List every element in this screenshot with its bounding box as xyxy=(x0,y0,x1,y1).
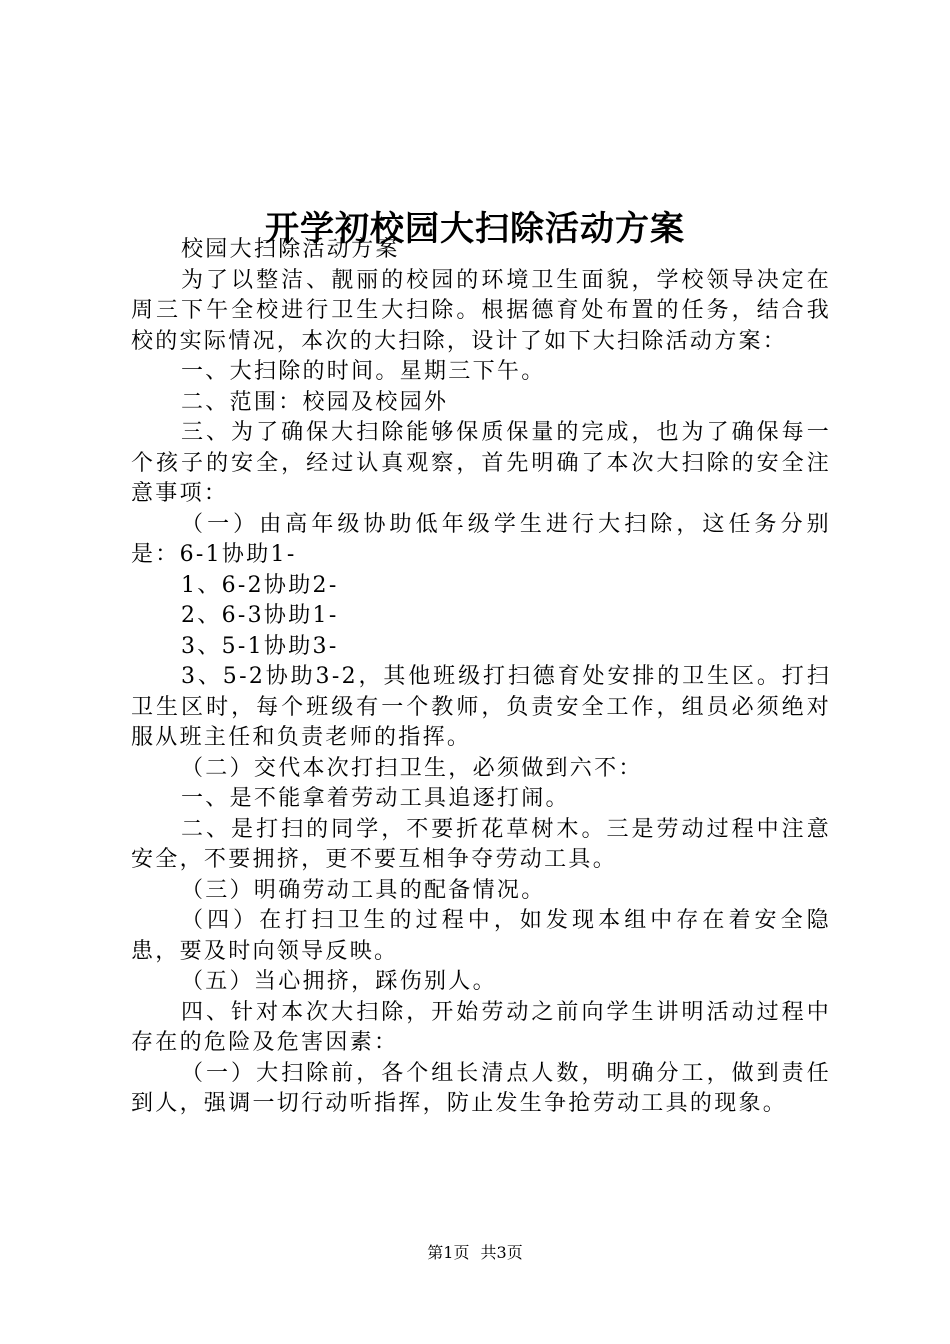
page-number: 第1页 xyxy=(427,1243,470,1262)
document-body xyxy=(131,235,831,1120)
paragraph: 3、5-1协助3- xyxy=(181,633,339,659)
paragraph: 为了以整洁、靓丽的校园的环境卫生面貌，学校领导决定在周三下午全校进行卫生大扫除。根据德育处布置的任务，结合我校的实际情况，本次的大扫除，设计了如下大扫除活动方案： xyxy=(131,267,831,354)
paragraph: 一、大扫除的时间。星期三下午。 xyxy=(181,359,546,384)
paragraph: 三、为了确保大扫除能够保质保量的完成，也为了确保每一个孩子的安全，经过认真观察，首先明确了本次大扫除的安全注意事项： xyxy=(131,420,831,506)
paragraph: （五）当心拥挤，踩伤别人。 xyxy=(181,969,497,994)
page-total: 共3页 xyxy=(480,1243,523,1262)
document-title: 开学初校园大扫除活动方案 xyxy=(265,208,685,249)
paragraph: （二）交代本次打扫卫生，必须做到六不： xyxy=(181,755,643,781)
page-footer xyxy=(0,1242,950,1264)
paragraph: 校园大扫除活动方案 xyxy=(181,237,400,262)
paragraph: （四）在打扫卫生的过程中，如发现本组中存在着安全隐患，要及时向领导反映。 xyxy=(131,908,831,964)
paragraph: （一）大扫除前，各个组长清点人数，明确分工，做到责任到人，强调一切行动听指挥，防止发生争抢劳动工具的现象。 xyxy=(131,1060,831,1116)
paragraph: 一、是不能拿着劳动工具追逐打闹。 xyxy=(181,786,570,811)
paragraph: 3、5-2协助3-2，其他班级打扫德育处安排的卫生区。打扫卫生区时，每个班级有一个教师，负责安全工作，组员必须绝对服从班主任和负责老师的指挥。 xyxy=(131,664,831,750)
paragraph: 2、6-3协助1- xyxy=(181,603,339,628)
paragraph: 二、是打扫的同学，不要折花草树木。三是劳动过程中注意安全，不要拥挤，更不要互相争夺劳动工具。 xyxy=(131,816,831,872)
paragraph: 四、针对本次大扫除，开始劳动之前向学生讲明活动过程中存在的危险及危害因素： xyxy=(131,999,831,1055)
paragraph: （三）明确劳动工具的配备情况。 xyxy=(181,877,546,903)
paragraph: 1、6-2协助2- xyxy=(181,572,339,598)
paragraph: 二、范围：校园及校园外 xyxy=(181,389,449,415)
paragraph: （一）由高年级协助低年级学生进行大扫除，这任务分别是：6-1协助1- xyxy=(131,511,831,567)
